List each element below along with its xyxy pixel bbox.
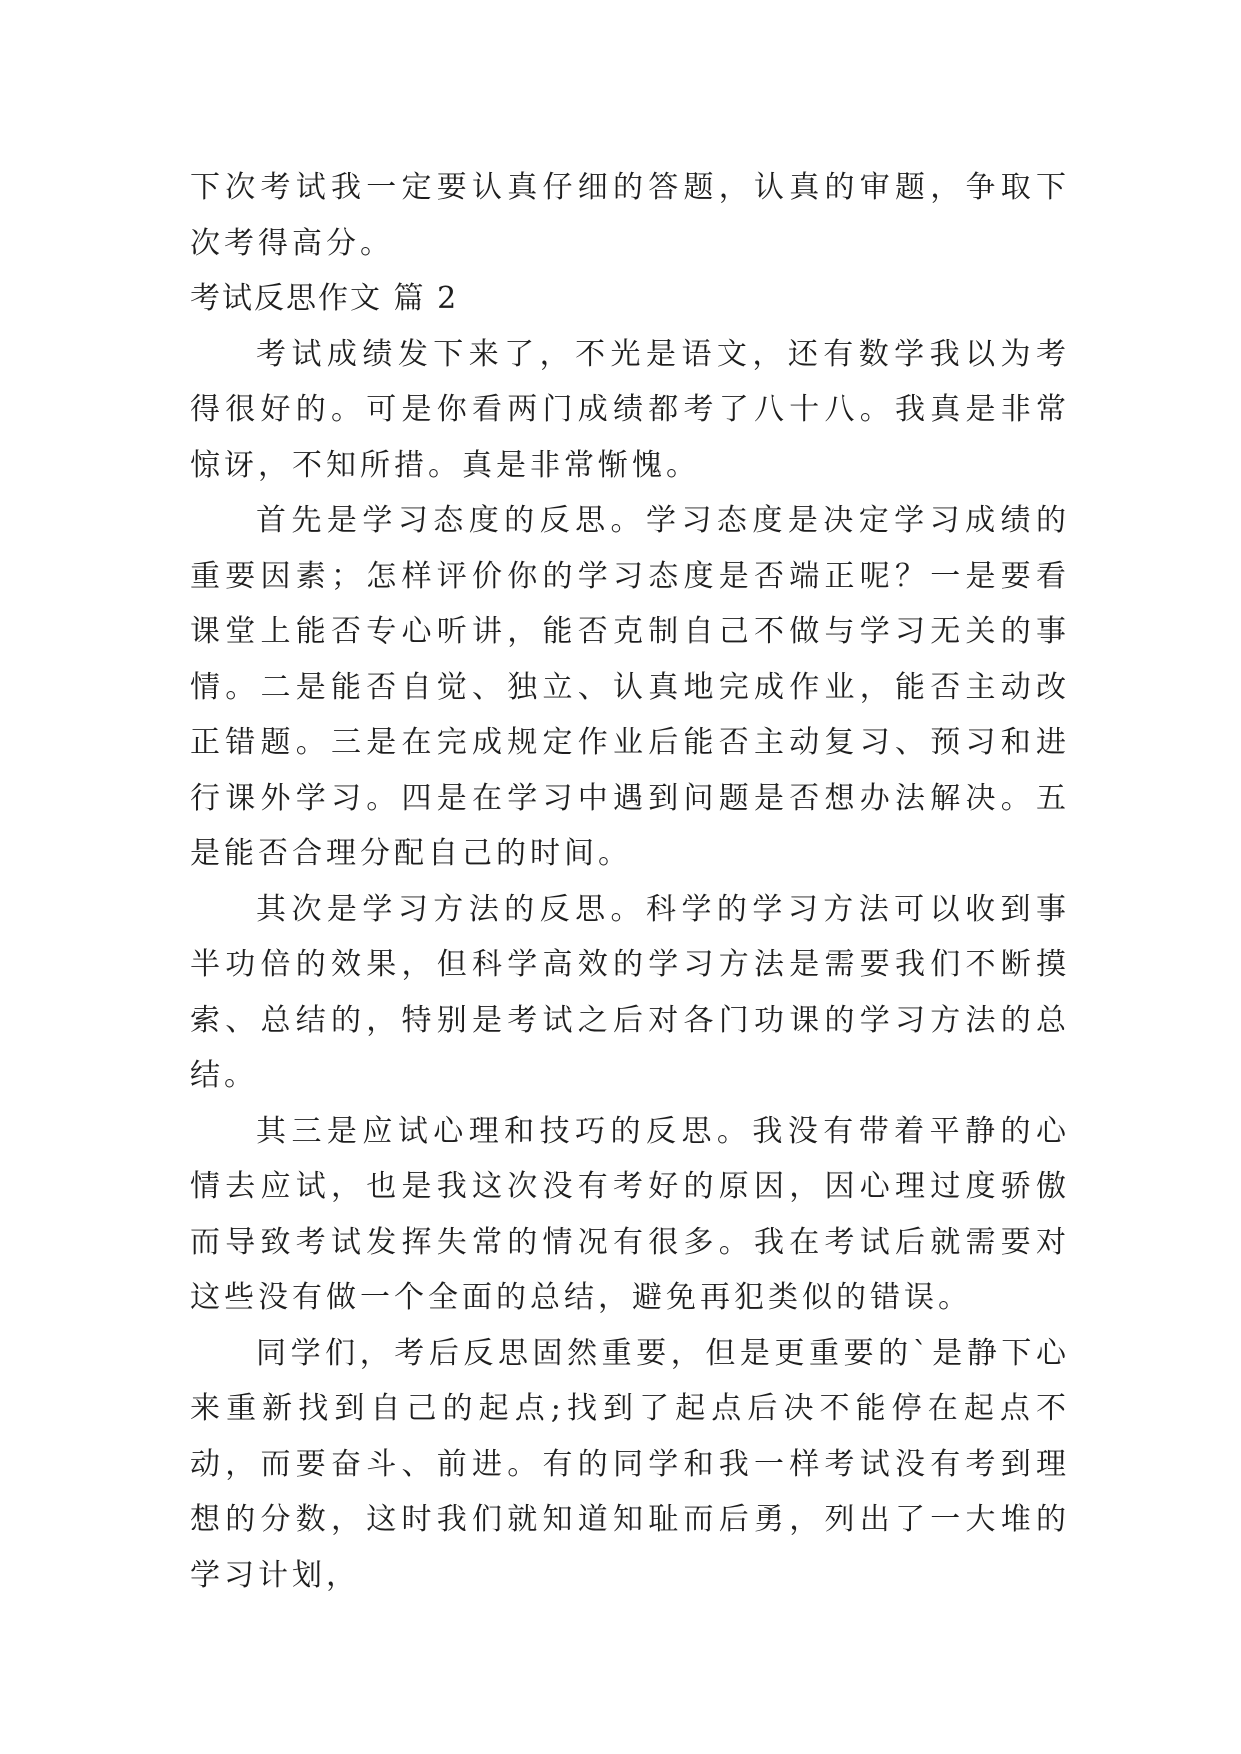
paragraph-3: 其次是学习方法的反思。科学的学习方法可以收到事半功倍的效果，但科学高效的学习方法是需要我们不断摸索、总结的，特别是考试之后对各门功课的学习方法的总结。 bbox=[190, 891, 1070, 1093]
paragraph-1: 考试成绩发下来了，不光是语文，还有数学我以为考得很好的。可是你看两门成绩都考了八十八。我真是非常惊讶，不知所措。真是非常惭愧。 bbox=[190, 336, 1070, 483]
section-title: 考试反思作文 篇 2 bbox=[190, 281, 459, 316]
paragraph-2: 首先是学习态度的反思。学习态度是决定学习成绩的重要因素；怎样评价你的学习态度是否端正呢？一是要看课堂上能否专心听讲，能否克制自己不做与学习无关的事情。二是能否自觉、独立、认真地完成作业，能否主动改正错题。三是在完成规定作业后能否主动复习、预习和进行课外学习。四是在学习中遇到问题是否想办法解决。五是能否合理分配自己的时间。 bbox=[190, 503, 1070, 871]
continuation-paragraph: 下次考试我一定要认真仔细的答题，认真的审题，争取下次考得高分。 bbox=[190, 170, 1070, 261]
paragraph-5: 同学们，考后反思固然重要，但是更重要的`是静下心来重新找到自己的起点;找到了起点后决不能停在起点不动，而要奋斗、前进。有的同学和我一样考试没有考到理想的分数，这时我们就知道知耻而后勇，列出了一大堆的学习计划， bbox=[190, 1335, 1070, 1593]
paragraph-4: 其三是应试心理和技巧的反思。我没有带着平静的心情去应试，也是我这次没有考好的原因，因心理过度骄傲而导致考试发挥失常的情况有很多。我在考试后就需要对这些没有做一个全面的总结，避免再犯类似的错误。 bbox=[190, 1113, 1070, 1315]
document-body bbox=[190, 160, 1070, 1603]
